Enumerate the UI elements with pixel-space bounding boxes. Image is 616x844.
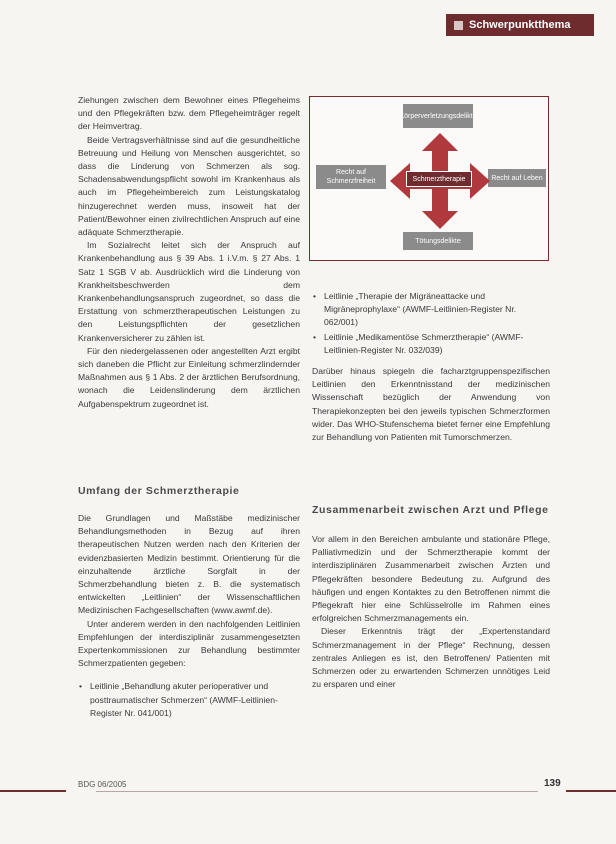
paragraph: Die Grundlagen und Maßstäbe medizinischer Behandlungsmethoden in Bezug auf ihren therapeutischen Nutzen werden nach den Kriterien der evidenzbasierten Medizin bestimmt. Orientierung für die einzuhaltende ärztliche Sorgfalt in der Schmerzbehandlung bieten z. B. die systematisch entwickelten „Leitlinien“ der Wissenschaftlichen Medizinischen Fachgesellschaften (www.awmf.de). [78,513,300,616]
diagram-box-left: Recht auf Schmerzfreiheit [316,165,386,189]
bullet-list [78,680,300,720]
right-column-bottom [312,504,550,691]
paragraph: Darüber hinaus spiegeln die facharztgruppenspezifischen Leitlinien den Erkenntnisstand der medizinischen Wissenschaft bezüglich der Anwendung von Therapiekonzepten bei den jeweils typischen Schmerzformen wider. Das WHO-Stufenschema bietet ferner eine Empfehlung zur Behandlung von Patienten mit Tumorschmerzen. [312,366,550,443]
paragraph: Unter anderem werden in den nachfolgenden Leitlinien Empfehlungen der interdisziplinär zusammengesetzten Expertenkommissionen zur Behandlung bestimmter Schmerzpatienten gegeben: [78,618,300,669]
list-item: • Leitlinie „Therapie der Migräneattacke und Migräneprophylaxe“ (AWMF-Leitlinien-Register Nr. 062/001) [312,290,550,330]
section-heading: Zusammenarbeit zwischen Arzt und Pflege [312,504,549,516]
legal-diagram [309,96,549,261]
section-heading: Umfang der Schmerztherapie [78,485,240,497]
section-label: Schwerpunktthema [469,19,571,31]
diagram-box-top: Körperverletzungsdelikte [403,104,473,128]
diagram-box-bottom: Tötungsdelikte [403,232,473,250]
paragraph: Vor allem in den Bereichen ambulante und stationäre Pflege, Palliativmedizin und der Schmerztherapie kommt der interdisziplinären Zusammenarbeit zwischen Ärzten und Pflegekräften besondere Bedeutung zu. Aufgrund des häufigen und engen Kontaktes zu den Betroffenen nimmt die Pflegekraft hier eine Schlüsselrolle im Rahmen eines erfolgreichen Schmerzmanagements ein. [312,534,550,624]
paragraph: Dieser Erkenntnis trägt der „Expertenstandard Schmerzmanagement in der Pflege“ Rechnung, dessen zentrales Anliegen es ist, den Betroffenen/ Patienten mit Schmerzen oder zu erwartenden Schmerzen unnötiges Leid zu ersparen und einer [312,626,550,690]
footer-rule-right [566,790,616,792]
left-column-top [78,94,300,411]
page-number: 139 [544,778,561,789]
right-column-top [312,290,550,444]
footer-rule [96,791,538,792]
paragraph: Im Sozialrecht leitet sich der Anspruch auf Krankenbehandlung aus § 39 Abs. 1 i.V.m. § 27 Abs. 1 Satz 1 SGB V ab. Ausdrücklich wird die Linderung von Krankheitsbeschwerden dem Krankenbehandlungsanspruch zugeordnet, so dass die Erstattung von schmerztherapeutischen Leistungen zu den Leistungspflichten der gesetzlichen Krankenversicherer zu zählen ist. [78,240,300,343]
section-banner [446,14,594,36]
journal-label: BDG 06/2005 [78,780,127,789]
list-item: • Leitlinie „Medikamentöse Schmerztherapie“ (AWMF-Leitlinien-Register Nr. 032/039) [312,331,550,357]
banner-square-icon [454,21,463,30]
bullet-list [312,290,550,357]
paragraph: Beide Vertragsverhältnisse sind auf die gesundheitliche Betreuung und Heilung von Menschen ausgerichtet, so dass die Linderung von Schmerzen als sog. Schadensabwendungspflicht sowohl im Krankenhaus als auch im Pflegeheimbereich zum Leistungskatalog hinzugerechnet werden muss, insoweit hat der Patient/Bewohner einen zivilrechtlichen Anspruch auf eine adäquate Schmerztherapie. [78,134,300,238]
diagram-box-right: Recht auf Leben [488,169,546,187]
left-column-bottom [78,485,300,721]
paragraph: Ziehungen zwischen dem Bewohner eines Pflegeheims und den Pflegekräften bzw. dem Pflegeheimträger regelt der Heimvertrag. [78,95,300,132]
diagram-center-box: Schmerztherapie [406,171,472,187]
list-item: • Leitlinie „Behandlung akuter perioperativer und posttraumatischer Schmerzen“ (AWMF-Leitlinien-Register Nr. 041/001) [78,680,300,720]
footer-rule-left [0,790,66,792]
paragraph: Für den niedergelassenen oder angestellten Arzt ergibt sich daneben die Pflicht zur Einleitung schmerzlindernder Maßnahmen aus § 1 Abs. 2 der ärztlichen Berufsordnung, wonach die Leidenslinderung dem ärztlichen Aufgabenspektrum zugeordnet ist. [78,345,300,409]
